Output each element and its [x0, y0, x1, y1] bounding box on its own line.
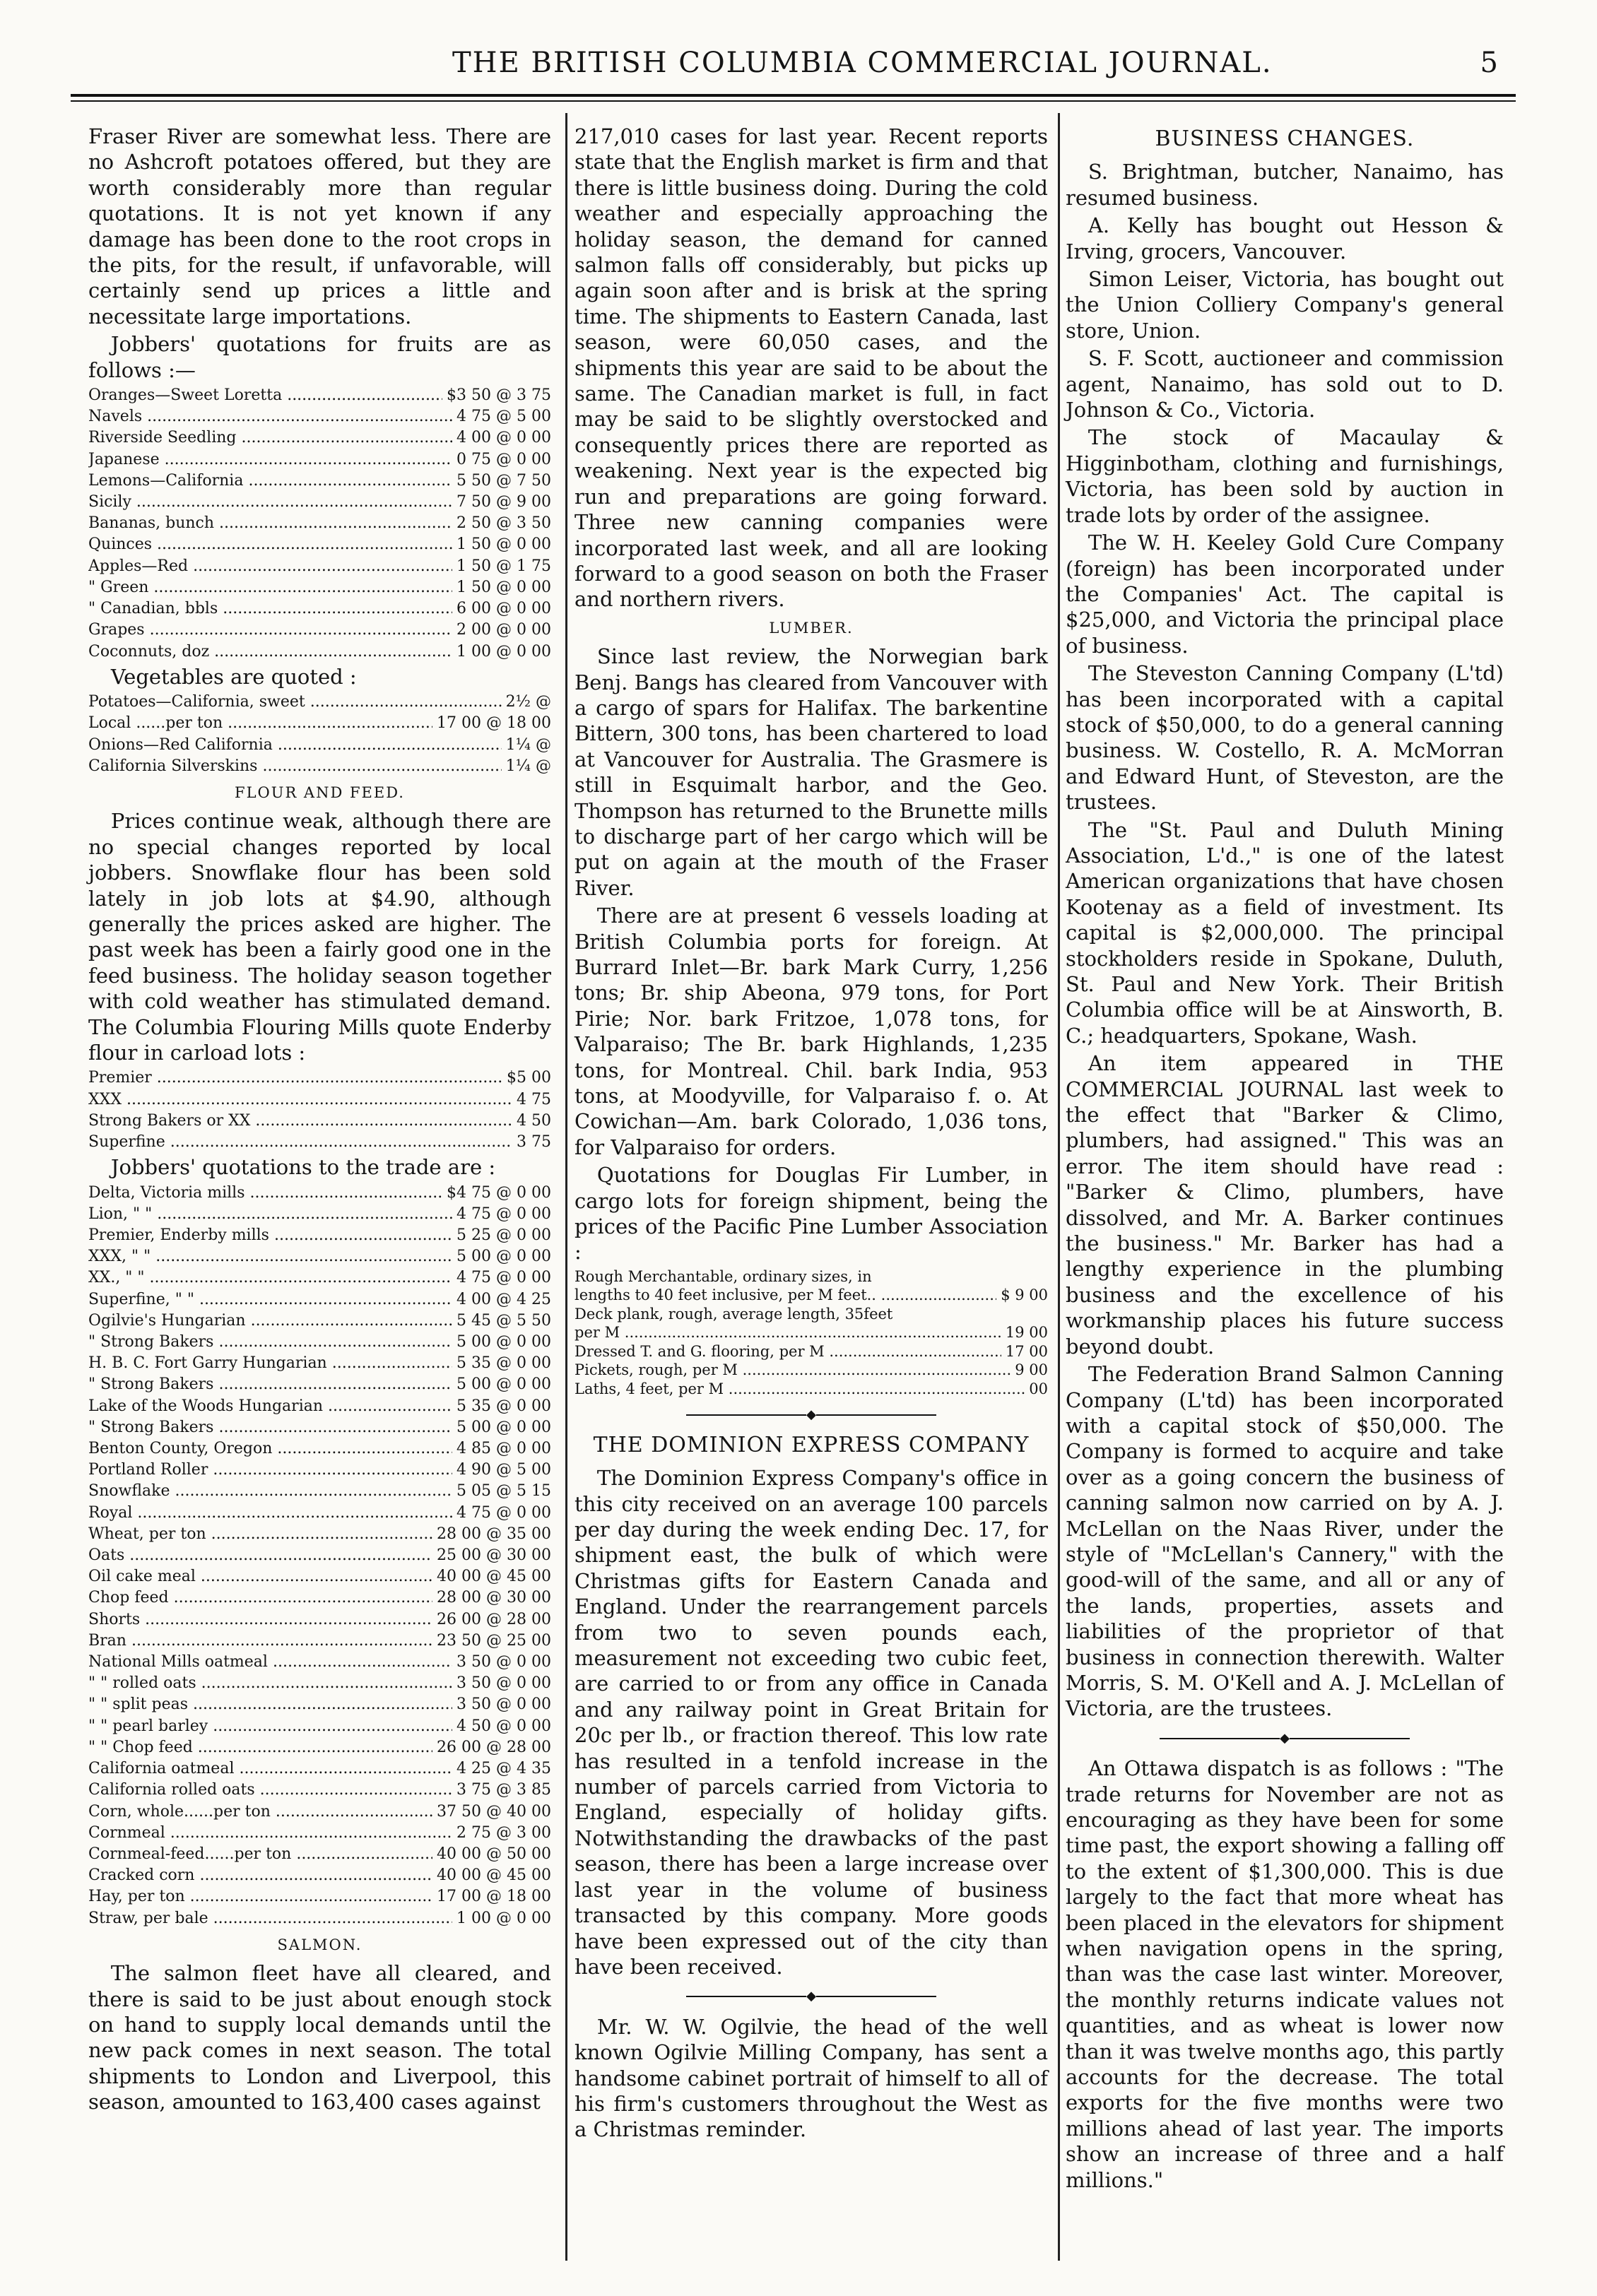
quote-label: XXX ..... [88, 1089, 512, 1111]
quote-price: 4 50 @ 0 00 [456, 1717, 551, 1735]
quote-price: 3 50 @ 0 00 [456, 1696, 551, 1714]
quote-price: 4 50 [517, 1111, 551, 1130]
quote-price [1044, 1305, 1048, 1324]
quote-label: Pickets, rough, per M ..... [574, 1361, 1010, 1380]
quote-label: Portland Roller ..... [88, 1460, 452, 1481]
quote-row [88, 1396, 551, 1417]
express-heading: THE DOMINION EXPRESS COMPANY [593, 1432, 1030, 1457]
quote-row [88, 492, 551, 513]
fruit-quotes [88, 385, 551, 663]
column-1 [88, 124, 551, 2117]
quote-label: Snowflake ..... [88, 1481, 452, 1502]
quote-label: Cornmeal-feed......per ton ..... [88, 1844, 432, 1865]
quote-row [88, 1886, 551, 1907]
quote-row [574, 1286, 1048, 1305]
quote-label: National Mills oatmeal ..... [88, 1652, 452, 1673]
quote-label: Riverside Seedling ..... [88, 427, 452, 449]
quote-label: " " Chop feed ..... [88, 1737, 432, 1758]
vegetable-quotes [88, 692, 551, 777]
quote-label: Delta, Victoria mills ..... [88, 1183, 442, 1204]
paragraph-ogilvie: Mr. W. W. Ogilvie, the head of the well known Ogilvie Milling Company, has sent a handsome cabinet portrait of himself to all of his firm's customers throughout the West as a Christmas reminder. [574, 2014, 1048, 2142]
quote-row [88, 449, 551, 471]
paragraph-salmon-cont: 217,010 cases for last year. Recent reports state that the English market is firm and that there is little business doing. During the cold weather and especially approaching the holiday season, the demand for canned salmon falls off considerably, but picks up again soon after and is brisk at the spring time. The shipments to Eastern Canada, last season, were 60,050 cases, and the shipments this year are said to be about the same. The Canadian market is full, in fact may be said to be slightly overstocked and consequently prices there are reported as weakening. Next year is the expected big run and preparations are going forward. Three new canning companies were incorporated last week, and all are looking forward to a good season on both the Fraser and northern rivers. [574, 124, 1048, 612]
quote-price: $ 9 00 [1001, 1286, 1048, 1304]
quote-row [88, 1246, 551, 1267]
column-divider-2 [1058, 113, 1060, 2261]
business-change-item: The W. H. Keeley Gold Cure Company (foreign) has been incorporated under the Companies' Act. The capital is $25,000, and Victoria the principal place of business. [1066, 531, 1504, 658]
quote-row [88, 1823, 551, 1844]
quote-row [88, 1673, 551, 1694]
quote-label: Lemons—California ..... [88, 471, 452, 492]
quote-row [88, 756, 551, 777]
header-rule [71, 94, 1516, 97]
section-divider: ◆ [574, 1402, 1048, 1428]
quote-row [88, 1609, 551, 1631]
quote-row [88, 1758, 551, 1780]
quote-price: $4 75 @ 0 00 [447, 1183, 551, 1202]
quote-price: 4 90 @ 5 00 [456, 1461, 551, 1479]
quote-label: XX., " " ..... [88, 1267, 452, 1289]
business-change-item: S. F. Scott, auctioneer and commission agent, Nanaimo, has sold out to D. Johnson & Co., Victoria. [1066, 346, 1504, 422]
quote-row [88, 1132, 551, 1153]
quote-price: 3 75 @ 3 85 [456, 1781, 551, 1799]
quote-label: Local ......per ton ..... [88, 713, 432, 734]
quote-price: 1 50 @ 0 00 [456, 535, 551, 554]
quote-price: 2½ @ [505, 693, 551, 711]
quote-row [88, 471, 551, 492]
quote-price: 23 50 @ 25 00 [437, 1631, 551, 1650]
quote-label: Strong Bakers or XX ..... [88, 1111, 512, 1132]
quote-row [574, 1380, 1048, 1399]
quote-price: 40 00 @ 45 00 [437, 1866, 551, 1885]
quote-label: Bananas, bunch ..... [88, 513, 452, 534]
quote-price: 4 75 @ 5 00 [456, 408, 551, 426]
quote-row [88, 1481, 551, 1502]
page-number: 5 [1480, 47, 1498, 79]
quote-label: " Canadian, bbls ..... [88, 598, 452, 620]
quote-price: 40 00 @ 45 00 [437, 1568, 551, 1586]
quote-label: Oranges—Sweet Loretta ..... [88, 385, 442, 406]
column-divider-1 [565, 113, 567, 2261]
quote-price: 6 00 @ 0 00 [456, 600, 551, 618]
quote-price: 3 50 @ 0 00 [456, 1653, 551, 1671]
quote-label: Superfine ..... [88, 1132, 512, 1153]
salmon-heading: SALMON. [277, 1936, 363, 1953]
quote-price: 25 00 @ 30 00 [437, 1546, 551, 1565]
business-changes-heading: BUSINESS CHANGES. [1155, 126, 1415, 151]
quote-label: Onions—Red California ..... [88, 735, 502, 756]
quote-label: Hay, per ton ..... [88, 1886, 432, 1907]
paragraph-lumber: Since last review, the Norwegian bark Benj. Bangs has cleared from Vancouver with a cargo of spars for Halifax. The barkentine Bittern, 300 tons, has been chartered to load at Vancouver for Australia. The Grasmere is still in Esquimalt harbor, and the Geo. Thompson has returned to the Brunette mills to discharge part of her cargo which will be put on again at the mouth of the Fraser River. [574, 644, 1048, 900]
quote-price: 2 75 @ 3 00 [456, 1823, 551, 1842]
journal-title: THE BRITISH COLUMBIA COMMERCIAL JOURNAL. [452, 47, 1273, 79]
quote-row [88, 1332, 551, 1353]
quote-price: 4 75 @ 0 00 [456, 1205, 551, 1223]
quote-price: 5 35 @ 0 00 [456, 1354, 551, 1373]
quote-label: Dressed T. and G. flooring, per M ..... [574, 1342, 1001, 1361]
paragraph-salmon: The salmon fleet have all cleared, and there is said to be just about enough stock on hand to supply local demands until the new pack comes in next season. The total shipments to London and Liverpool, this season, amounted to 163,400 cases against [88, 1961, 551, 2114]
paragraph-fruits-intro: Jobbers' quotations for fruits are as follows :— [88, 332, 551, 382]
quote-row [574, 1267, 1048, 1286]
lumber-quotes [574, 1267, 1048, 1399]
quote-price: 19 00 [1005, 1324, 1048, 1342]
quote-row [88, 1353, 551, 1374]
section-divider: ◆ [574, 1984, 1048, 2009]
quote-row [88, 1801, 551, 1823]
quote-row [574, 1342, 1048, 1361]
quote-row [88, 1908, 551, 1929]
quote-label: Corn, whole......per ton ..... [88, 1801, 432, 1823]
quote-row [88, 513, 551, 534]
quote-row [88, 577, 551, 598]
column-2 [574, 124, 1048, 2145]
quote-row [88, 1111, 551, 1132]
quote-row [88, 427, 551, 449]
quote-row [574, 1305, 1048, 1324]
quote-label: Oil cake meal ..... [88, 1566, 432, 1587]
quote-label: Premier, Enderby mills ..... [88, 1225, 452, 1246]
quote-label: H. B. C. Fort Garry Hungarian ..... [88, 1353, 452, 1374]
quote-label: Chop feed ..... [88, 1587, 432, 1609]
quote-label: Grapes ..... [88, 620, 452, 641]
quote-row [88, 598, 551, 620]
quote-label: California Silverskins ..... [88, 756, 502, 777]
quote-row [88, 1524, 551, 1545]
quote-row [88, 534, 551, 555]
quote-label: XXX, " " ..... [88, 1246, 452, 1267]
business-change-item: The Federation Brand Salmon Canning Company (L'td) has been incorporated with a capital stock of $50,000. The Company is formed to acquire and take over as a going concern the business of canning salmon now carried on by A. J. McLellan on the Naas River, under the style of "McLellan's Cannery," with the good-will of the same, and all or any of the lands, properties, assets and liabilities of the proprietor of that business in connection therewith. Walter Morris, S. M. O'Kell and A. J. McLellan of Victoria, are the trustees. [1066, 1362, 1504, 1721]
quote-row [88, 385, 551, 406]
paragraph-vessels: There are at present 6 vessels loading at British Columbia ports for foreign. At Burrard Inlet—Br. bark Mark Curry, 1,256 tons; Br. ship Abeona, 979 tons, for Port Pirie; Nor. bark Fritzoe, 1,078 tons, for Valparaiso; The Br. bark Highlands, 1,235 tons, for Montreal. Chil. bark India, 953 tons, at Moodyville, for Valparaiso f. o. At Cowichan—Am. bark Colorado, 1,036 tons, for Valparaiso for orders. [574, 904, 1048, 1159]
quote-price: 3 75 [517, 1133, 551, 1151]
quote-row [88, 1566, 551, 1587]
quote-label: " " pearl barley ..... [88, 1716, 452, 1737]
quote-price: $3 50 @ 3 75 [447, 386, 551, 405]
trade-quotes [88, 1183, 551, 1929]
quote-price: 5 45 @ 5 50 [456, 1311, 551, 1330]
quote-price: 4 00 @ 4 25 [456, 1290, 551, 1308]
quote-price: 1 00 @ 0 00 [456, 642, 551, 661]
quote-label: California rolled oats ..... [88, 1780, 452, 1801]
quote-label: Superfine, " " ..... [88, 1289, 452, 1310]
quote-price: $5 00 [507, 1069, 551, 1087]
quote-price: 3 50 @ 0 00 [456, 1674, 551, 1693]
vegetables-title: Vegetables are quoted : [110, 664, 357, 689]
business-change-item: The stock of Macaulay & Higginbotham, clothing and furnishings, Victoria, has been sold by auction in trade lots by order of the assignee. [1066, 425, 1504, 527]
quote-row [88, 1310, 551, 1332]
quote-price: 5 35 @ 0 00 [456, 1397, 551, 1415]
quote-row [88, 1089, 551, 1111]
quote-row [88, 1631, 551, 1652]
quote-price: 4 25 @ 4 35 [456, 1760, 551, 1778]
paragraph-fraser: Fraser River are somewhat less. There are no Ashcroft potatoes offered, but they are worth considerably more than regular quotations. It is not yet known if any damage has been done to the root crops in the pits, for the result, if unfavorable, will certainly send up prices a little and necessitate large importations. [88, 124, 551, 329]
quote-price: 4 75 [517, 1090, 551, 1108]
quote-label: " " rolled oats ..... [88, 1673, 452, 1694]
quote-row [88, 735, 551, 756]
quote-row [88, 1183, 551, 1204]
quote-label: Laths, 4 feet, per M ..... [574, 1380, 1025, 1399]
quote-price: 7 50 @ 9 00 [456, 493, 551, 511]
quote-price: 26 00 @ 28 00 [437, 1610, 551, 1628]
business-change-item: A. Kelly has bought out Hesson & Irving, grocers, Vancouver. [1066, 213, 1504, 264]
quote-row [88, 1716, 551, 1737]
quote-price: 5 00 @ 0 00 [456, 1418, 551, 1436]
quote-row [88, 556, 551, 577]
quote-row [88, 1225, 551, 1246]
quote-label: Japanese ..... [88, 449, 452, 471]
section-divider: ◆ [1066, 1726, 1504, 1751]
quote-row [88, 1780, 551, 1801]
quote-label: Deck plank, rough, average length, 35feet [574, 1305, 893, 1322]
quote-price: 1¼ @ [505, 757, 551, 775]
business-change-item: Simon Leiser, Victoria, has bought out the Union Colliery Company's general store, Union. [1066, 267, 1504, 343]
quote-price: 00 [1029, 1380, 1048, 1397]
quote-label: Apples—Red ..... [88, 556, 452, 577]
quote-label: " " split peas ..... [88, 1694, 452, 1715]
quote-row [88, 1374, 551, 1395]
business-change-item: An item appeared in THE COMMERCIAL JOURNAL last week to the effect that "Barker & Climo, plumbers, had assigned." This was an error. The item should have read : "Barker & Climo, plumbers, have dissolved, and Mr. A. Barker continues the business." Mr. Barker has had a lengthy experience in the plumbing business and the excellence of his workmanship places his future success beyond doubt. [1066, 1051, 1504, 1359]
business-change-item: The "St. Paul and Duluth Mining Association, L'd.," is one of the latest American organizations that have chosen Kootenay as a field of investment. Its capital is $2,000,000. The principal stockholders reside in Spokane, Duluth, St. Paul and New York. Their British Columbia office will be at Ainsworth, B. C.; headquarters, Spokane, Wash. [1066, 817, 1504, 1048]
quote-row [88, 1652, 551, 1673]
quote-price: 37 50 @ 40 00 [437, 1802, 551, 1821]
quote-price: 5 00 @ 0 00 [456, 1375, 551, 1394]
quote-label: Cracked corn ..... [88, 1865, 432, 1886]
quote-row [88, 1204, 551, 1225]
quote-price: 4 75 @ 0 00 [456, 1269, 551, 1287]
quote-label: California oatmeal ..... [88, 1758, 452, 1780]
quote-row [88, 1460, 551, 1481]
quote-label: Lion, " " ..... [88, 1204, 452, 1225]
quote-row [88, 1067, 551, 1089]
flour-feed-heading: FLOUR AND FEED. [235, 783, 405, 801]
column-3 [1066, 124, 1504, 2195]
quote-label: Cornmeal ..... [88, 1823, 452, 1844]
quote-label: Potatoes—California, sweet ..... [88, 692, 502, 713]
page-header [0, 42, 1597, 85]
quote-row [88, 1289, 551, 1310]
quote-price: 1 00 @ 0 00 [456, 1909, 551, 1927]
quote-price: 9 00 [1015, 1361, 1048, 1379]
quote-label: Shorts ..... [88, 1609, 432, 1631]
paragraph-ottawa: An Ottawa dispatch is as follows : "The trade returns for November are not as encouraging as they have been for some time past, the export showing a falling off to the extent of $1,300,000. This is due largely to the fact that more wheat has been placed in the elevators for shipment when navigation opens in the spring, than was the case last winter. Moreover, the monthly returns indicate values not quantities, and as wheat is lower now than it was twelve months ago, this partly accounts for the decrease. The total exports for the five months were two millions ahead of last year. The imports show an increase of three and a half millions." [1066, 1756, 1504, 2192]
quote-price: 17 00 [1005, 1342, 1048, 1360]
header-rule-thin [71, 100, 1516, 102]
quote-row [88, 1438, 551, 1460]
quote-price: 1 50 @ 0 00 [456, 578, 551, 596]
paragraph-fir-quotes: Quotations for Douglas Fir Lumber, in cargo lots for foreign shipment, being the prices of the Pacific Pine Lumber Association : [574, 1163, 1048, 1265]
quote-price: 4 85 @ 0 00 [456, 1440, 551, 1458]
quote-label: Sicily ..... [88, 492, 452, 513]
quote-row [88, 1545, 551, 1566]
quote-price: 28 00 @ 30 00 [437, 1589, 551, 1607]
quote-label: per M ..... [574, 1323, 1001, 1342]
quote-price: 17 00 @ 18 00 [437, 714, 551, 733]
quote-row [88, 1503, 551, 1524]
business-changes-list [1066, 159, 1504, 1721]
paragraph-flour: Prices continue weak, although there are no special changes reported by local jobbers. Snowflake flour has been sold lately in job lots at $4.90, although generally the prices asked are higher. The past week has been a fairly good one in the feed business. The holiday season together with cold weather has stimulated demand. The Columbia Flouring Mills quote Enderby flour in carload lots : [88, 809, 551, 1065]
quote-price: 0 75 @ 0 00 [456, 450, 551, 468]
quote-price: 40 00 @ 50 00 [437, 1845, 551, 1863]
quote-price: 1¼ @ [505, 735, 551, 754]
paragraph-express: The Dominion Express Company's office in this city received on an average 100 parcels per day during the week ending Dec. 17, for shipment east, the bulk of which were Christmas gifts for Eastern Canada and England. Under the rearrangement parcels from two to seven pounds each, measurement not exceeding two cubic feet, are carried to or from any office in Canada and any railway point in Great Britain for 20c per lb., or fraction thereof. This low rate has resulted in a tenfold increase in the number of parcels carried from Victoria to England, especially of holiday gifts. Notwithstanding the drawbacks of the past season, there has been a large increase over last year in the volume of business transacted by this company. More goods have been expressed out of the city than have been received. [574, 1466, 1048, 1979]
quote-price: 2 00 @ 0 00 [456, 621, 551, 639]
quote-row [574, 1361, 1048, 1380]
quote-label: Royal ..... [88, 1503, 452, 1524]
quote-label: Rough Merchantable, ordinary sizes, in [574, 1267, 872, 1285]
quote-price: 5 25 @ 0 00 [456, 1226, 551, 1245]
quote-row [574, 1323, 1048, 1342]
quote-price [1044, 1267, 1048, 1286]
quote-row [88, 692, 551, 713]
quote-row [88, 1694, 551, 1715]
quote-price: 26 00 @ 28 00 [437, 1738, 551, 1756]
quote-price: 28 00 @ 35 00 [437, 1525, 551, 1543]
paragraph-jobbers: Jobbers' quotations to the trade are : [110, 1155, 496, 1180]
business-change-item: S. Brightman, butcher, Nanaimo, has resumed business. [1066, 160, 1504, 210]
quote-label: " Strong Bakers ..... [88, 1417, 452, 1438]
quote-price: 5 00 @ 0 00 [456, 1248, 551, 1266]
quote-row [88, 1844, 551, 1865]
quote-label: Benton County, Oregon ..... [88, 1438, 452, 1460]
quote-label: Ogilvie's Hungarian ..... [88, 1310, 452, 1332]
quote-row [88, 1267, 551, 1289]
quote-label: " Strong Bakers ..... [88, 1374, 452, 1395]
quote-price: 4 00 @ 0 00 [456, 429, 551, 447]
enderby-quotes [88, 1067, 551, 1153]
quote-price: 5 00 @ 0 00 [456, 1333, 551, 1351]
quote-price: 1 50 @ 1 75 [456, 557, 551, 575]
quote-label: Navels ..... [88, 406, 452, 427]
quote-label: Oats ..... [88, 1545, 432, 1566]
quote-row [88, 620, 551, 641]
quote-price: 5 05 @ 5 15 [456, 1482, 551, 1501]
quote-price: 17 00 @ 18 00 [437, 1888, 551, 1906]
quote-price: 5 50 @ 7 50 [456, 471, 551, 490]
quote-label: Lake of the Woods Hungarian ..... [88, 1396, 452, 1417]
quote-label: Coconnuts, doz ..... [88, 641, 452, 663]
lumber-heading: LUMBER. [769, 619, 854, 637]
quote-row [88, 406, 551, 427]
quote-label: Wheat, per ton ..... [88, 1524, 432, 1545]
quote-label: Straw, per bale ..... [88, 1908, 452, 1929]
quote-price: 4 75 @ 0 00 [456, 1503, 551, 1522]
quote-label: " Green ..... [88, 577, 452, 598]
quote-row [88, 1737, 551, 1758]
quote-label: Quinces ..... [88, 534, 452, 555]
quote-label: " Strong Bakers ..... [88, 1332, 452, 1353]
quote-row [88, 641, 551, 663]
quote-label: Bran ..... [88, 1631, 432, 1652]
quote-label: lengths to 40 feet inclusive, per M feet.. ..... [574, 1286, 996, 1305]
quote-row [88, 1587, 551, 1609]
quote-row [88, 713, 551, 734]
business-change-item: The Steveston Canning Company (L'td) has been incorporated with a capital stock of $50,000, to do a general canning business. W. Costello, R. A. McMorran and Edward Hunt, of Steveston, are the trustees. [1066, 661, 1504, 815]
quote-row [88, 1865, 551, 1886]
quote-price: 2 50 @ 3 50 [456, 514, 551, 533]
quote-row [88, 1417, 551, 1438]
quote-label: Premier ..... [88, 1067, 502, 1089]
